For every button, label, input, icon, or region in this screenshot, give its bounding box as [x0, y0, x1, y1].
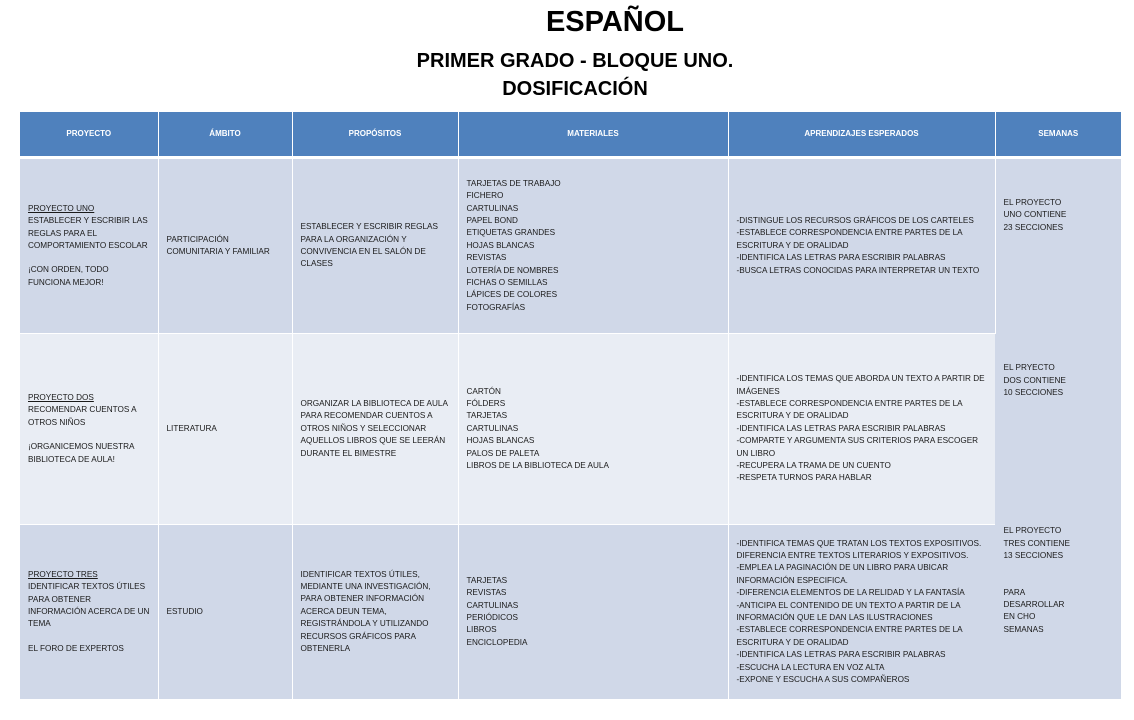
aprendizaje-item: -BUSCA LETRAS CONOCIDAS PARA INTERPRETAR UN TEXTO	[736, 265, 980, 275]
header-propositos: PROPÓSITOS	[292, 112, 458, 158]
aprendizaje-item: -ESCUCHA LA LECTURA EN VOZ ALTA	[736, 662, 885, 672]
material-item: FÓLDERS	[466, 398, 506, 408]
cell-materiales	[458, 334, 728, 525]
material-item: REVISTAS	[466, 588, 507, 598]
material-item: FICHAS O SEMILLAS	[466, 278, 548, 288]
semanas-line: DESARROLLAR	[1003, 600, 1065, 610]
cell-propositos: ORGANIZAR LA BIBLIOTECA DE AULA PARA RECOMENDAR CUENTOS A OTROS NIÑOS Y SELECCIONAR AQUELLOS LIBROS QUE SE LEERÁN DURANTE EL BIMESTRE	[292, 334, 458, 525]
aprendizaje-item: -ANTICIPA EL CONTENIDO DE UN TEXTO A PARTIR DE LA INFORMACIÓN QUE LE DAN LAS ILUSTRACIONES	[736, 600, 961, 622]
material-item: HOJAS BLANCAS	[466, 436, 535, 446]
aprendizaje-item: -DISTINGUE LOS RECURSOS GRÁFICOS DE LOS CARTELES	[736, 215, 974, 225]
cell-proyecto	[20, 525, 158, 700]
semanas-line: UNO CONTIENE	[1003, 210, 1067, 220]
semanas-line: EL PROYECTO	[1003, 526, 1062, 536]
semanas-line: 10 SECCIONES	[1003, 388, 1064, 398]
header-materiales: MATERIALES	[458, 112, 728, 158]
aprendizaje-item: -IDENTIFICA LOS TEMAS QUE ABORDA UN TEXTO A PARTIR DE IMÁGENES	[736, 374, 985, 396]
material-item: CARTULINAS	[466, 600, 519, 610]
header-semanas: SEMANAS	[995, 112, 1121, 158]
table-row	[20, 334, 1121, 525]
semanas-line: 13 SECCIONES	[1003, 551, 1064, 561]
project-title: PROYECTO UNO	[28, 203, 95, 213]
material-item: LIBROS	[466, 625, 497, 635]
material-item: TARJETAS DE TRABAJO	[466, 178, 561, 188]
cell-proyecto	[20, 158, 158, 334]
aprendizaje-item: -EMPLEA LA PAGINACIÓN DE UN LIBRO PARA UBICAR INFORMACIÓN ESPECIFICA.	[736, 563, 949, 585]
header-proyecto: PROYECTO	[20, 112, 158, 158]
table-header-row	[20, 112, 1121, 158]
aprendizaje-item: -DIFERENCIA ELEMENTOS DE LA RELIDAD Y LA FANTASÍA	[736, 588, 965, 598]
material-item: CARTULINAS	[466, 203, 519, 213]
cell-ambito: ESTUDIO	[158, 525, 292, 700]
aprendizaje-item: -IDENTIFICA LAS LETRAS PARA ESCRIBIR PALABRAS	[736, 253, 946, 263]
aprendizaje-item: -ESTABLECE CORRESPONDENCIA ENTRE PARTES DE LA ESCRITURA Y DE ORALIDAD	[736, 625, 963, 647]
aprendizaje-item: -IDENTIFICA LAS LETRAS PARA ESCRIBIR PALABRAS	[736, 423, 946, 433]
material-item: PALOS DE PALETA	[466, 448, 540, 458]
semanas-line: EN CHO	[1003, 612, 1036, 622]
project-motto: ¡ORGANICEMOS NUESTRA BIBLIOTECA DE AULA!	[28, 442, 134, 464]
cell-ambito: LITERATURA	[158, 334, 292, 525]
project-description: IDENTIFICAR TEXTOS ÚTILES PARA OBTENER INFORMACIÓN ACERCA DE UN TEMA	[28, 582, 150, 629]
material-item: CARTÓN	[466, 386, 501, 396]
cell-propositos: ESTABLECER Y ESCRIBIR REGLAS PARA LA ORGANIZACIÓN Y CONVIVENCIA EN EL SALÓN DE CLASES	[292, 158, 458, 334]
aprendizaje-item: -COMPARTE Y ARGUMENTA SUS CRITERIOS PARA ESCOGER UN LIBRO	[736, 436, 979, 458]
material-item: HOJAS BLANCAS	[466, 240, 535, 250]
semanas-line: 23 SECCIONES	[1003, 222, 1064, 232]
material-item: LOTERÍA DE NOMBRES	[466, 265, 559, 275]
dosificacion-table	[20, 112, 1121, 700]
document-subtitle-dosificacion: DOSIFICACIÓN	[502, 78, 648, 100]
aprendizaje-item: -RESPETA TURNOS PARA HABLAR	[736, 473, 872, 483]
aprendizaje-item: -IDENTIFICA TEMAS QUE TRATAN LOS TEXTOS EXPOSITIVOS. DIFERENCIA ENTRE TEXTOS LITERARIOS Y EXPOSITIVOS.	[736, 538, 982, 560]
table-row	[20, 158, 1121, 334]
aprendizaje-item: -EXPONE Y ESCUCHA A SUS COMPAÑEROS	[736, 675, 910, 685]
material-item: CARTULINAS	[466, 423, 519, 433]
header-aprendizajes: APRENDIZAJES ESPERADOS	[728, 112, 995, 158]
table-row	[20, 525, 1121, 700]
cell-materiales	[458, 158, 728, 334]
project-title: PROYECTO DOS	[28, 392, 94, 402]
material-item: LÁPICES DE COLORES	[466, 290, 558, 300]
cell-propositos: IDENTIFICAR TEXTOS ÚTILES, MEDIANTE UNA INVESTIGACIÓN, PARA OBTENER INFORMACIÓN ACERCA DEUN TEMA, REGISTRÁNDOLA Y UTILIZANDO RECURSOS GRÁFICOS PARA OBTENERLA	[292, 525, 458, 700]
material-item: PAPEL BOND	[466, 215, 518, 225]
material-item: TARJETAS	[466, 575, 508, 585]
semanas-line: DOS CONTIENE	[1003, 375, 1066, 385]
aprendizaje-item: -ESTABLECE CORRESPONDENCIA ENTRE PARTES DE LA ESCRITURA Y DE ORALIDAD	[736, 228, 963, 250]
header-ambito: ÁMBITO	[158, 112, 292, 158]
cell-aprendizajes	[728, 525, 995, 700]
semanas-line: EL PRYECTO	[1003, 363, 1055, 373]
semanas-line: PARA	[1003, 587, 1026, 597]
aprendizaje-item: -RECUPERA LA TRAMA DE UN CUENTO	[736, 461, 891, 471]
material-item: REVISTAS	[466, 253, 507, 263]
material-item: ENCICLOPEDIA	[466, 637, 528, 647]
material-item: LIBROS DE LA BIBLIOTECA DE AULA	[466, 461, 609, 471]
project-title: PROYECTO TRES	[28, 569, 98, 579]
material-item: TARJETAS	[466, 411, 508, 421]
project-motto: EL FORO DE EXPERTOS	[28, 643, 124, 653]
material-item: ETIQUETAS GRANDES	[466, 228, 556, 238]
cell-semanas	[995, 158, 1121, 700]
material-item: FICHERO	[466, 191, 504, 201]
document-title: ESPAÑOL	[545, 6, 685, 38]
material-item: PERIÓDICOS	[466, 613, 518, 622]
cell-aprendizajes	[728, 158, 995, 334]
semanas-line: SEMANAS	[1003, 624, 1044, 634]
cell-materiales	[458, 525, 728, 700]
project-description: RECOMENDAR CUENTOS A OTROS NIÑOS	[28, 405, 137, 427]
cell-ambito: PARTICIPACIÓN COMUNITARIA Y FAMILIAR	[158, 158, 292, 334]
material-item: FOTOGRAFÍAS	[466, 302, 526, 312]
project-motto: ¡CON ORDEN, TODO FUNCIONA MEJOR!	[28, 265, 109, 287]
cell-proyecto	[20, 334, 158, 525]
aprendizaje-item: -IDENTIFICA LAS LETRAS PARA ESCRIBIR PALABRAS	[736, 650, 946, 660]
semanas-line: EL PROYECTO	[1003, 198, 1062, 207]
project-description: ESTABLECER Y ESCRIBIR LAS REGLAS PARA EL COMPORTAMIENTO ESCOLAR	[28, 216, 148, 250]
aprendizaje-item: -ESTABLECE CORRESPONDENCIA ENTRE PARTES DE LA ESCRITURA Y DE ORALIDAD	[736, 398, 963, 421]
document-subtitle-grade: PRIMER GRADO - BLOQUE UNO.	[416, 50, 734, 72]
cell-aprendizajes	[728, 334, 995, 525]
semanas-line: TRES CONTIENE	[1003, 538, 1070, 548]
